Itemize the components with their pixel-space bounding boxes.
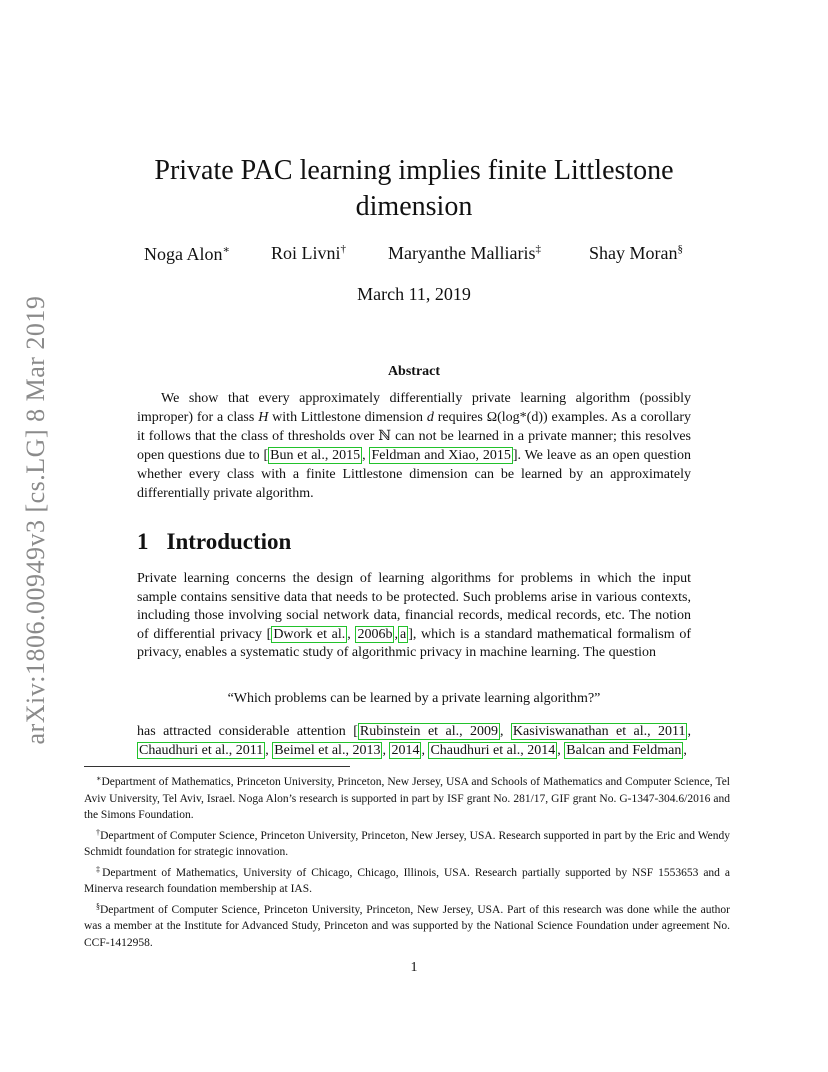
citation-link[interactable]: Feldman and Xiao, 2015 xyxy=(371,448,511,463)
abstract-text-segment: requires xyxy=(433,410,487,425)
footnote-malliaris xyxy=(84,862,730,898)
abstract-heading: Abstract xyxy=(387,364,441,379)
paragraph-text-segment: , xyxy=(683,743,687,758)
footnote-mark: † xyxy=(96,827,101,837)
author-footnote-mark[interactable]: ∗ xyxy=(222,244,230,256)
citation-link[interactable]: Chaudhuri et al., 2011 xyxy=(139,743,264,758)
author-footnote-mark[interactable]: † xyxy=(340,243,347,255)
footnote-text: Department of Mathematics, University of Chicago, Chicago, Illinois, USA. Research partially supported by NSF 1553653 and a Minerva research foundation membership at IAS. xyxy=(84,866,731,895)
author-name: Maryanthe Malliaris xyxy=(388,243,536,263)
footnote-mark: § xyxy=(96,901,100,911)
footnote-text: Department of Mathematics, Princeton University, Princeton, New Jersey, USA and Schools of Mathematics and Computer Science, Tel Aviv University, Tel Aviv, Israel. Noga Alon’s research is supported in part by ISF grant No. 281/17, GIF grant No. G-1347-304.6/2016 and the Simons Foundation. xyxy=(84,776,730,821)
math-variable: H xyxy=(258,410,269,425)
citation-link[interactable]: Dwork et al. xyxy=(273,626,346,642)
paragraph-text-segment: has attracted considerable attention [ xyxy=(137,724,358,739)
footnote-alon xyxy=(84,771,730,824)
citation-separator: , xyxy=(500,724,511,739)
author-moran xyxy=(589,243,683,264)
abstract-text-segment: . We leave as an open question whether every class with a finite Littlestone dimension can be learned by an approximately differentially private algorithm. xyxy=(137,448,692,501)
paragraph-text-segment: ], which is a standard mathematical formalism of privacy, enables a systematic study of algorithmic privacy in machine learning. The question xyxy=(137,626,691,660)
citation-link[interactable]: Bun et al., 2015 xyxy=(270,448,361,463)
citation-separator: , xyxy=(687,724,691,739)
author-livni xyxy=(271,243,346,264)
author-alon xyxy=(144,243,230,265)
section-number: 1 xyxy=(137,529,149,554)
introduction-paragraph-continued xyxy=(137,722,691,760)
abstract-text-segment: We show that every approximately differentially private learning algorithm (possibly improper) for a class xyxy=(137,391,691,425)
footnote-moran xyxy=(84,899,730,952)
page-number: 1 xyxy=(410,960,418,975)
section-title: Introduction xyxy=(166,529,292,554)
author-name: Shay Moran xyxy=(589,243,678,263)
citation-separator: , xyxy=(557,743,565,758)
footnotes xyxy=(84,771,730,952)
abstract-text: We show that every approximately differentially private learning algorithm (possibly improper) for a class H with Littlestone dimension d requires Ω(log*(d)) examples. As a corollary it follows that the class of thresholds over ℕ can not be learned in a private manner; this resolves open questions due to [ Bun et al., 2015 , Feldman and Xiao, 2015 ]. We leave as an open question whether every class with a finite Littlestone dimension can be learned by an approximately differentially private algorithm. xyxy=(137,391,692,501)
citation-separator: , xyxy=(421,743,429,758)
arxiv-identifier: arXiv:1806.00949v3 [cs.LG] 8 Mar 2019 xyxy=(21,295,50,745)
citation-link[interactable]: 2006b xyxy=(357,626,393,642)
abstract-text-segment: examples. As a corollary it follows that the class of thresholds over ℕ can not be learned in a private manner; this resolves open questions due to xyxy=(137,410,692,463)
citation-separator: , xyxy=(347,626,356,642)
footnote-mark: ‡ xyxy=(96,864,103,874)
footnote-text: Department of Computer Science, Princeton University, Princeton, New Jersey, USA. Part of this research was done while the author was a member at the Institute for Advanced Study, Princeton and was supported by the National Science Foundation under agreement No. CCF-1412958. xyxy=(84,903,730,949)
citation-link[interactable]: Kasiviswanathan et al., 2011 xyxy=(512,724,686,739)
citation-link[interactable]: Rubinstein et al., 2009 xyxy=(359,724,498,739)
paper-title: Private PAC learning implies finite Littlestone dimension xyxy=(154,155,674,222)
author-footnote-mark[interactable]: § xyxy=(677,243,683,255)
footnote-text: Department of Computer Science, Princeton University, Princeton, New Jersey, USA. Research supported in part by the Eric and Wendy Schmidt foundation for strategic innovation. xyxy=(84,829,731,858)
research-question-quote: “Which problems can be learned by a private learning algorithm?” xyxy=(227,691,601,706)
paragraph-text-segment: Private learning concerns the design of learning algorithms for problems in which the input sample contains sensitive data that needs to be protected. Such problems arise in various contexts, including those involving social network data, financial records, medical records, etc. The notion of differential privacy [ xyxy=(137,571,691,642)
footnote-mark: ∗ xyxy=(96,774,102,783)
citation-separator: , xyxy=(265,743,273,758)
footnote-livni xyxy=(84,825,730,861)
citation-link[interactable]: Beimel et al., 2013 xyxy=(274,743,381,758)
citation-link[interactable]: Chaudhuri et al., 2014 xyxy=(430,743,556,758)
abstract-text-segment: with Littlestone dimension xyxy=(268,410,427,425)
author-name: Noga Alon xyxy=(144,244,223,264)
citation-link[interactable]: Balcan and Feldman xyxy=(566,743,682,758)
footnote-divider xyxy=(84,766,350,767)
citation-separator: , xyxy=(362,448,370,463)
citation-separator: , xyxy=(382,743,390,758)
paper-date: March 11, 2019 xyxy=(357,284,471,304)
citation-link[interactable]: a xyxy=(399,626,407,642)
introduction-paragraph: Private learning concerns the design of learning algorithms for problems in which the input sample contains sensitive data that needs to be protected. Such problems arise in various contexts, including those involving social network data, financial records, medical records, etc. The notion of differential privacy [ Dwork et al. , 2006b , a ], which is a standard mathematical formalism of privacy, enables a systematic study of algorithmic privacy in machine learning. The question xyxy=(137,571,691,660)
section-heading-introduction xyxy=(137,529,291,555)
author-name: Roi Livni xyxy=(271,243,341,263)
author-malliaris xyxy=(388,243,541,264)
author-footnote-mark[interactable]: ‡ xyxy=(535,243,541,255)
math-expression: Ω(log*(d)) xyxy=(486,410,548,425)
citation-link[interactable]: 2014 xyxy=(391,743,420,758)
math-variable: d xyxy=(426,410,434,425)
